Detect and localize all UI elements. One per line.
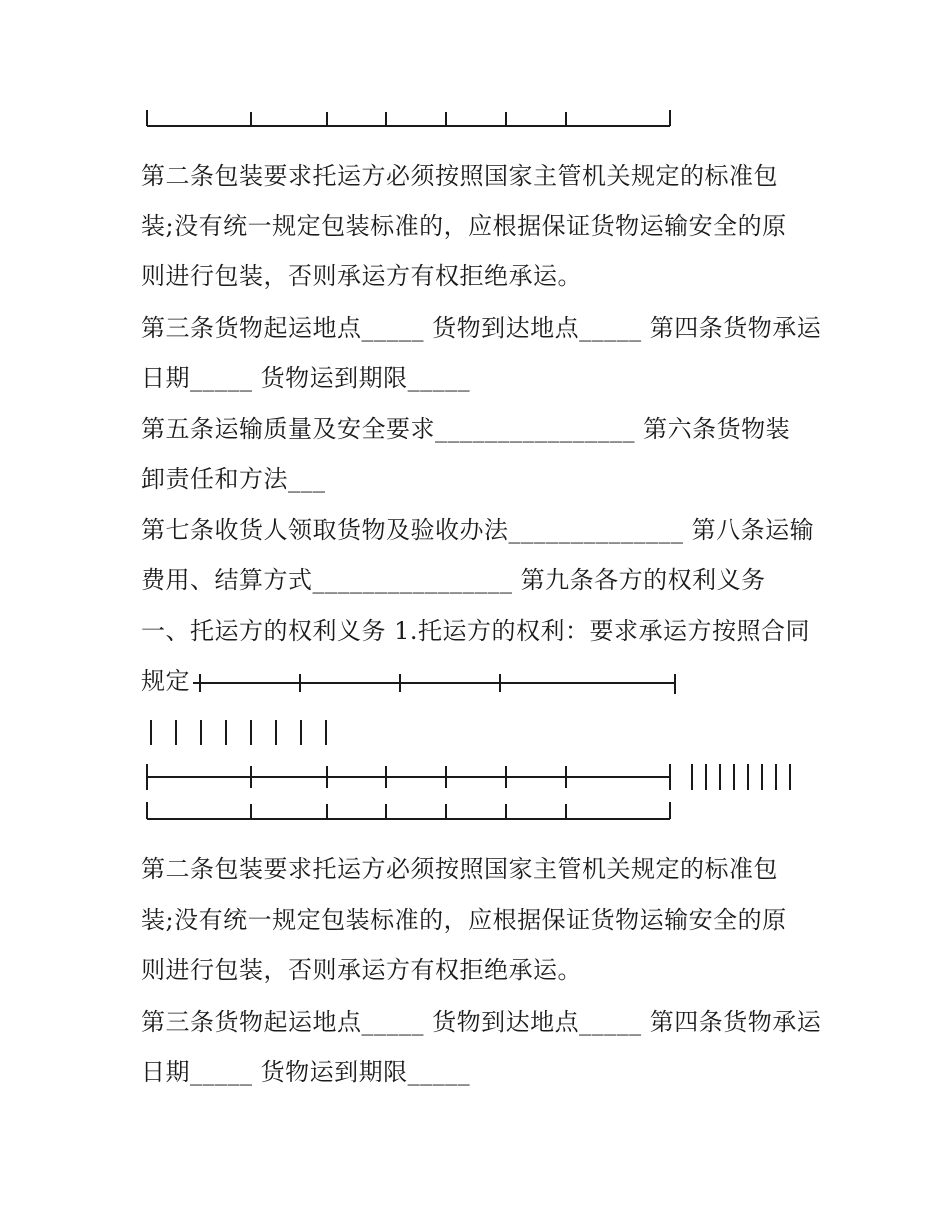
table-cell-bars-row-1 bbox=[140, 717, 340, 749]
article-7-line-2: 费用、结算方式________________ 第九条各方的权利义务 bbox=[141, 566, 766, 594]
article-2-repeat-line-3: 则进行包装，否则承运方有权拒绝承运。 bbox=[141, 956, 582, 984]
article-2-repeat-line-2: 装;没有统一规定包装标准的，应根据保证货物运输安全的原 bbox=[141, 906, 787, 934]
article-7-line-1: 第七条收货人领取货物及验收办法______________ 第八条运输 bbox=[141, 516, 815, 544]
article-3-repeat-line-2: 日期_____ 货物运到期限_____ bbox=[141, 1058, 471, 1086]
article-3-repeat-line-1: 第三条货物起运地点_____ 货物到达地点_____ 第四条货物承运 bbox=[141, 1008, 822, 1036]
article-2-line-3: 则进行包装，否则承运方有权拒绝承运。 bbox=[141, 262, 582, 290]
table-top-border bbox=[190, 670, 680, 700]
article-3-line-1: 第三条货物起运地点_____ 货物到达地点_____ 第四条货物承运 bbox=[141, 314, 822, 342]
article-2-repeat-line-1: 第二条包装要求托运方必须按照国家主管机关规定的标准包 bbox=[141, 855, 778, 883]
article-3-line-2: 日期_____ 货物运到期限_____ bbox=[141, 364, 471, 392]
table-bottom-border-top bbox=[140, 108, 680, 130]
rights-line-1: 一、托运方的权利义务 1.托运方的权利：要求承运方按照合同 bbox=[141, 617, 811, 645]
article-2-line-1: 第二条包装要求托运方必须按照国家主管机关规定的标准包 bbox=[141, 162, 778, 190]
rights-line-2: 规定 bbox=[141, 667, 190, 695]
article-5-line-1: 第五条运输质量及安全要求________________ 第六条货物装 bbox=[141, 415, 791, 443]
article-2-line-2: 装;没有统一规定包装标准的，应根据保证货物运输安全的原 bbox=[141, 212, 787, 240]
table-middle-border bbox=[140, 760, 810, 794]
table-bottom-border bbox=[140, 800, 680, 824]
article-5-line-2: 卸责任和方法___ bbox=[141, 465, 326, 493]
